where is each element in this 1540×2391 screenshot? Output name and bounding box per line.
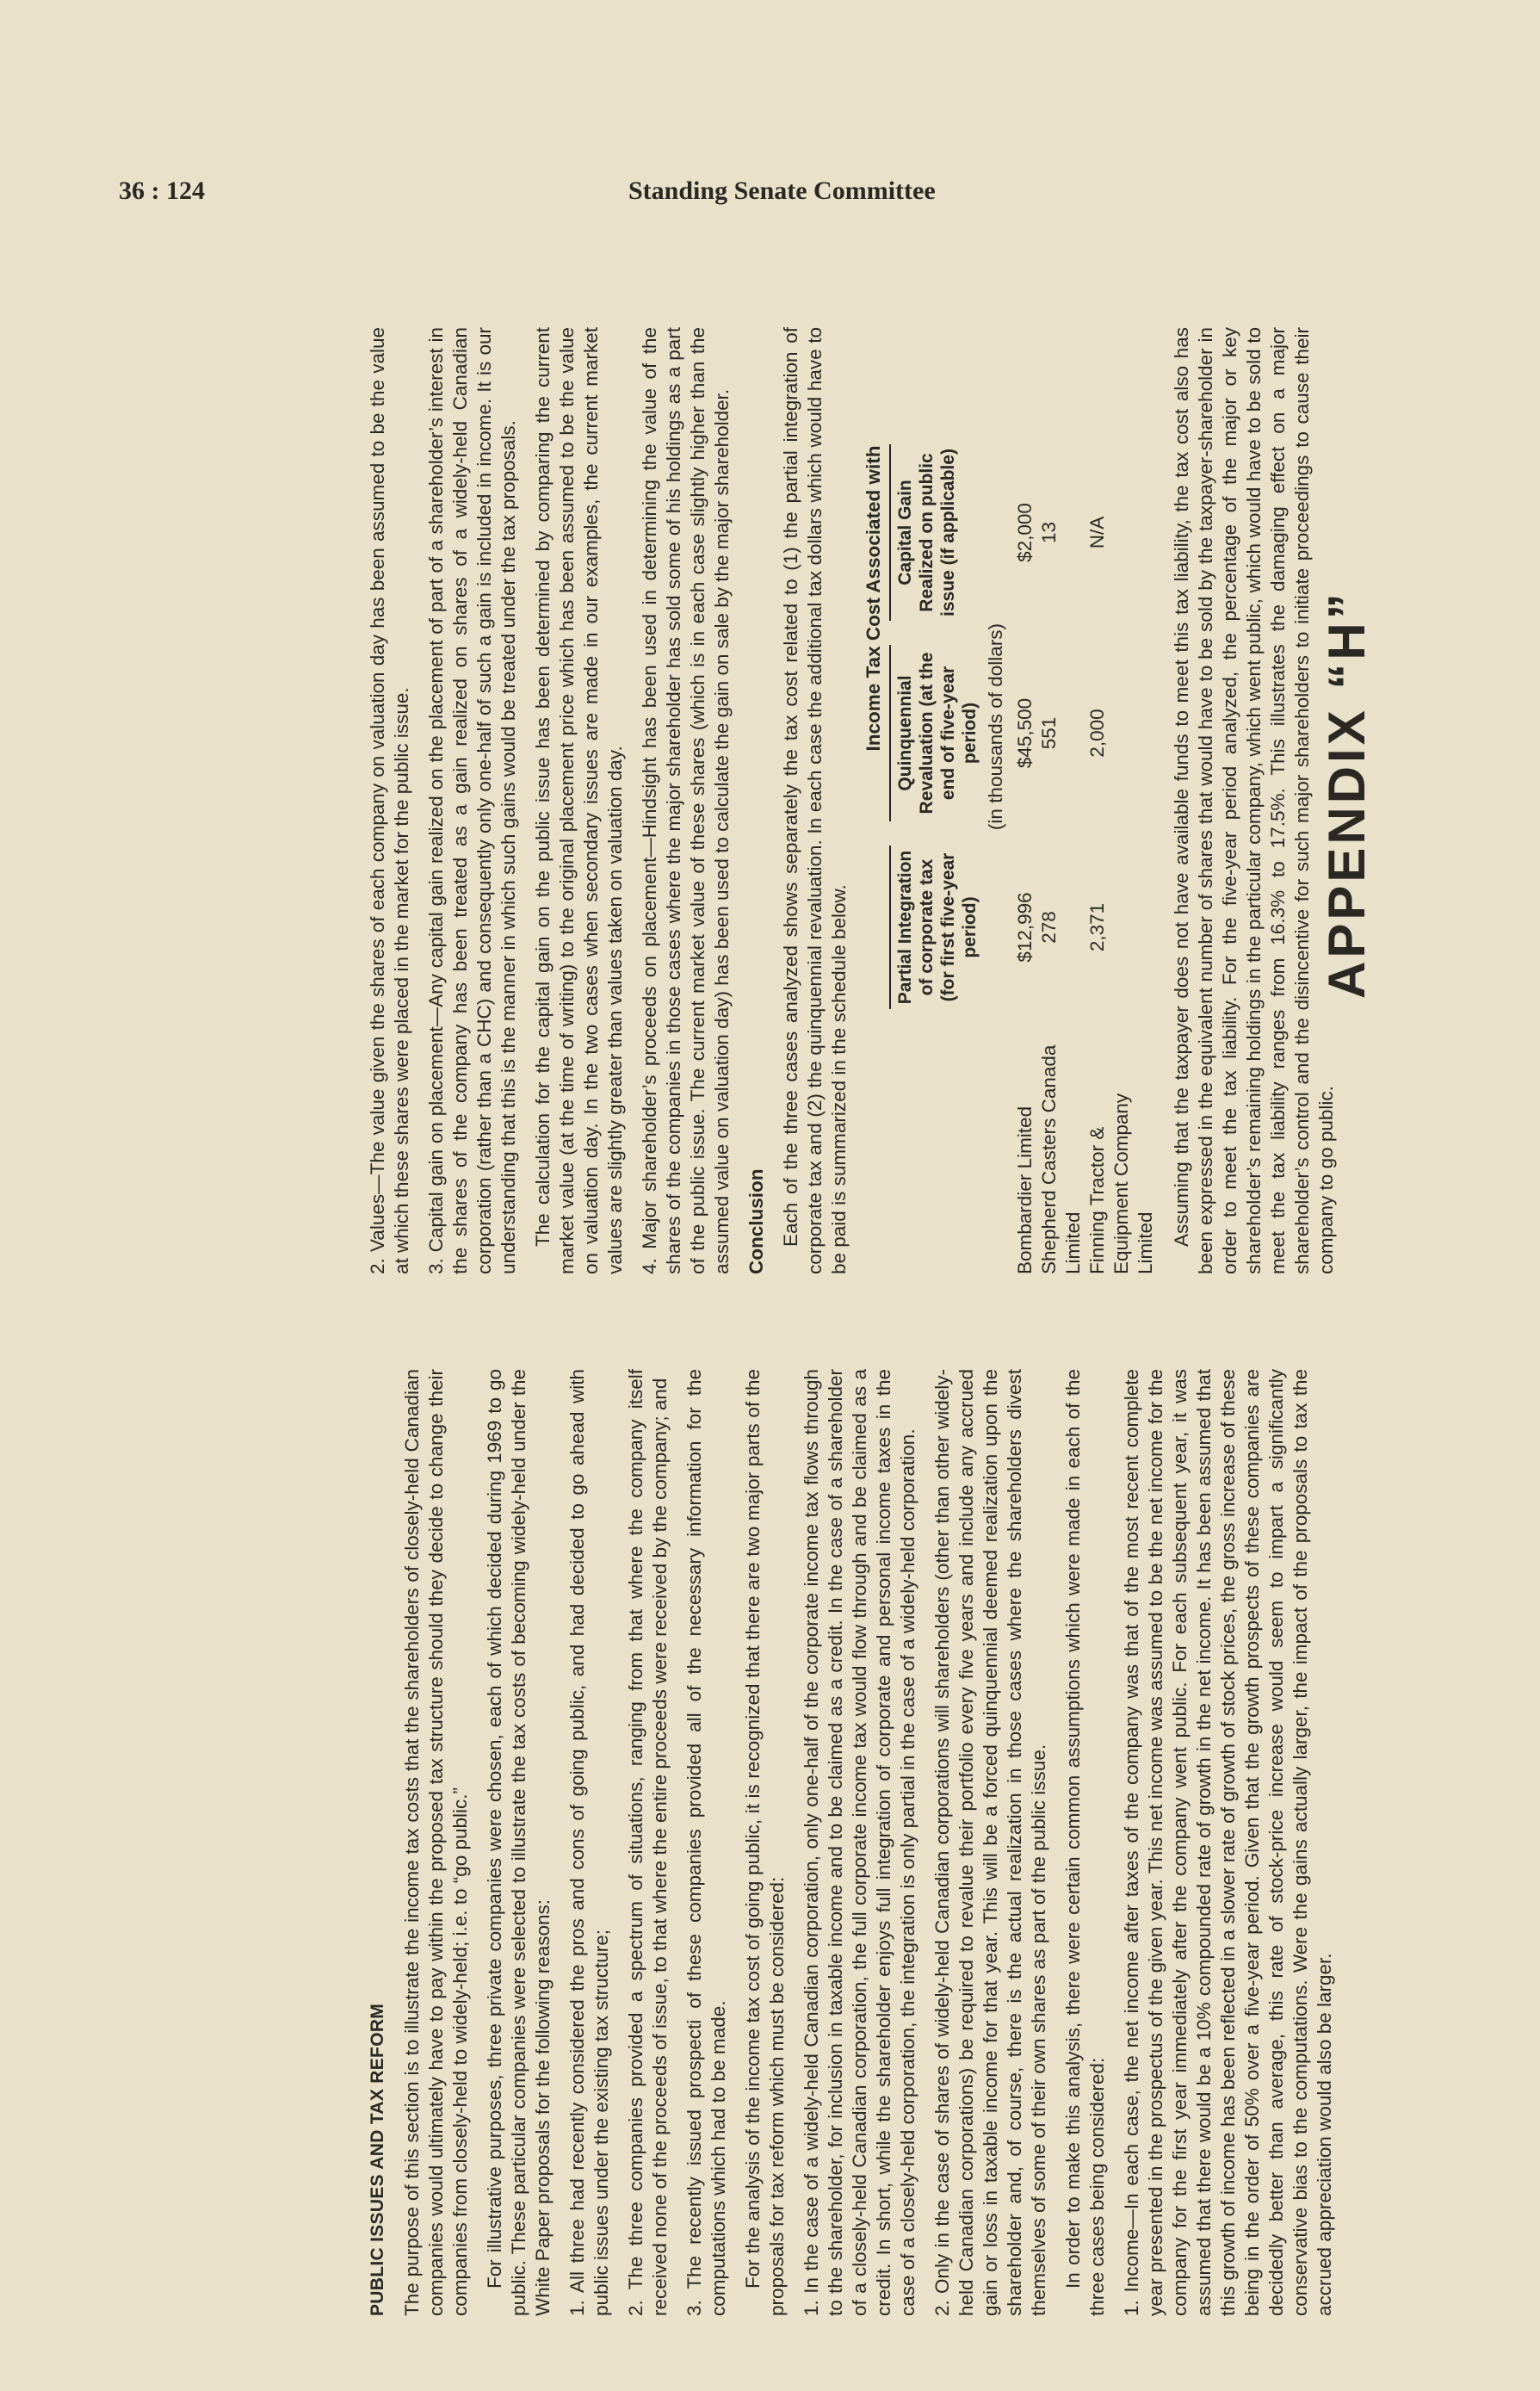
paragraph: The calculation for the capital gain on the public issue has been determined by comparing the current market value (at the time of writing) to the original placement price which has been assumed to be the value on valuation day. In the two cases when secondary issues are made in our examples, the current market values are slightly greater than values taken on valuation day. — [532, 327, 626, 1274]
table-cell: 2,371 — [1086, 902, 1108, 952]
paragraph: The purpose of this section is to illustrate the income tax costs that the shareholders of closely-held Canadian companies would ultimately have to pay within the proposed tax structure should they decide to change their companies from closely-held to widely-held; i.e. to “go public.” — [401, 1369, 471, 2316]
list-item: 2. Values—The value given the shares of each company on valuation day has been assumed to be the value at which these shares were placed in the market for the public issue. — [367, 327, 412, 1274]
left-column — [366, 1369, 1347, 2316]
table-cell-company: Shepherd Casters Canada Limited — [1038, 1044, 1084, 1274]
table-units: (in thousands of dollars) — [985, 623, 1006, 831]
table-cell: 551 — [1038, 716, 1060, 750]
table-header: Capital Gain Realized on public issue (if applicable) — [889, 444, 980, 621]
table-cell: 278 — [1038, 911, 1060, 944]
appendix-title: APPENDIX “H” — [1318, 590, 1376, 999]
table-header: Partial Integration of corporate tax (for first five-year period) — [889, 846, 980, 1009]
paragraph: For the analysis of the income tax cost of going public, it is recognized that there are two major parts of the proposals for tax reform which must be considered: — [742, 1369, 788, 2316]
tax-cost-table — [862, 327, 1158, 1274]
table-cell: 2,000 — [1086, 709, 1108, 758]
paragraph: In order to make this analysis, there were certain common assumptions which were made in each of the three cases being considered: — [1062, 1369, 1108, 2316]
conclusion-paragraph: Each of the three cases analyzed shows separately the tax cost related to (1) the partial integration of corporate tax and (2) the quinquennial revaluation. In each case the additional tax dollars which would have to be paid is summarized in the schedule below. — [780, 327, 850, 1274]
closing-paragraph: Assuming that the taxpayer does not have available funds to meet this tax liability, the tax cost also has been expressed in the equivalent number of shares that would have to be sold by the taxpayer-shareholder in order to meet the tax liability. For the five-year period analyzed, the percentage of the major or key shareholder’s remaining holdings in the particular company, which went public, which would have to be sold to meet the tax liability ranges from 16.3% to 17.5%. This illustrates the damaging effect on a major shareholder’s control and the disincentive for such major shareholders to initiate proceedings to cause their company to go public. — [1171, 327, 1337, 1274]
page-header — [0, 177, 1540, 220]
page-number: 36 : 124 — [119, 177, 205, 205]
list-item: 3. The recently issued prospecti of these companies provided all of the necessary information for the computations which had to be made. — [683, 1369, 729, 2316]
list-item: 1. All three had recently considered the pros and cons of going public, and had decided to go ahead with public issues under the existing tax structure; — [566, 1369, 612, 2316]
table-cell: N/A — [1086, 516, 1108, 549]
right-column — [366, 327, 1349, 1274]
table-cell: $2,000 — [1014, 503, 1036, 562]
list-item: 4. Major shareholder’s proceeds on placement—Hindsight has been used in determining the value of the shares of the companies in those cases where the major shareholder has sold some of his holdings as a part of the public issue. The current market value of these shares (which is in each case slightly higher than the assumed value on valuation day) has been used to calculate the gain on sale by the major shareholder. — [639, 327, 733, 1274]
list-item: 2. Only in the case of shares of widely-held Canadian corporations will shareholders (other than other widely-held Canadian corporations) be required to revalue their portfolio every five years and include any accrued gain or loss in taxable income for that year. This will be a forced quinquennial deemed realization upon the shareholder and, of course, there is the actual realization in those cases where the shareholders divest themselves of some of their own shares as part of the public issue. — [931, 1369, 1049, 2316]
list-item: 1. In the case of a widely-held Canadian corporation, only one-half of the corporate income tax flows through to the shareholder, for inclusion in taxable income and to be claimed as a credit. In the case of a shareholder of a closely-held Canadian corporation, the full corporate income tax would flow through and be claimed as a credit. In short, while the shareholder enjoys full integration of corporate and personal income taxes in the case of a closely-held corporation, the integration is only partial in the case of a widely-held corporation. — [801, 1369, 918, 2316]
list-item: 1. Income—In each case, the net income after taxes of the company was that of the most recent complete year presented in the prospectus of the given year. This net income was assumed to be the net income for the company for the first year immediately after the company went public. For each subsequent year, it was assumed that there would be a 10% compounded rate of growth in the net income. It has been assumed that this growth of income has been reflected in a slower rate of growth of stock prices, the gross increase of these being in the order of 50% over a five-year period. Given that the growth prospects of these companies are decidedly better than average, this rate of stock-price increase would seem to impart a significantly conservative bias to the computations. Were the gains actually larger, the impact of the proposals to tax the accrued appreciation would also be larger. — [1121, 1369, 1335, 2316]
table-header: Quinquennial Revaluation (at the end of five-year period) — [889, 645, 980, 821]
list-item: 2. The three companies provided a spectrum of situations, ranging from that where the company itself received none of the proceeds of issue, to that where the entire proceeds were received by the company; and — [625, 1369, 671, 2316]
section-heading: PUBLIC ISSUES AND TAX REFORM — [368, 2003, 387, 2316]
list-item: 3. Capital gain on placement—Any capital gain realized on the placement of part of a shareholder’s interest in the shares of the company has been treated as a gain realized on shares of a widely-held Canadian corporation (rather than a CHC) and consequently only one-half of such a gain is included in income. It is our understanding that this is the manner in which such gains would be treated under the tax proposals. — [425, 327, 519, 1274]
table-cell: 13 — [1038, 521, 1060, 544]
running-title: Standing Senate Committee — [628, 177, 936, 205]
table-cell: $12,996 — [1014, 892, 1036, 963]
table-title: Income Tax Cost Associated with — [863, 445, 884, 752]
table-cell: $45,500 — [1014, 697, 1036, 769]
conclusion-heading: Conclusion — [745, 1168, 767, 1274]
table-units-spacer — [980, 1033, 1013, 1274]
table-grid — [889, 327, 1158, 1274]
table-cell-company: Bombardier Limited — [1014, 1106, 1036, 1274]
paragraph: For illustrative purposes, three private companies were chosen, each of which decided during 1969 to go public. These particular companies were selected to illustrate the tax costs of becoming widely-held under the White Paper proposals for the following reasons: — [484, 1369, 554, 2316]
rotated-page-content — [340, 284, 1446, 2325]
table-header-blank — [889, 1033, 980, 1274]
table-cell-company: Finning Tractor & Equipment Company Limited — [1086, 1093, 1156, 1274]
